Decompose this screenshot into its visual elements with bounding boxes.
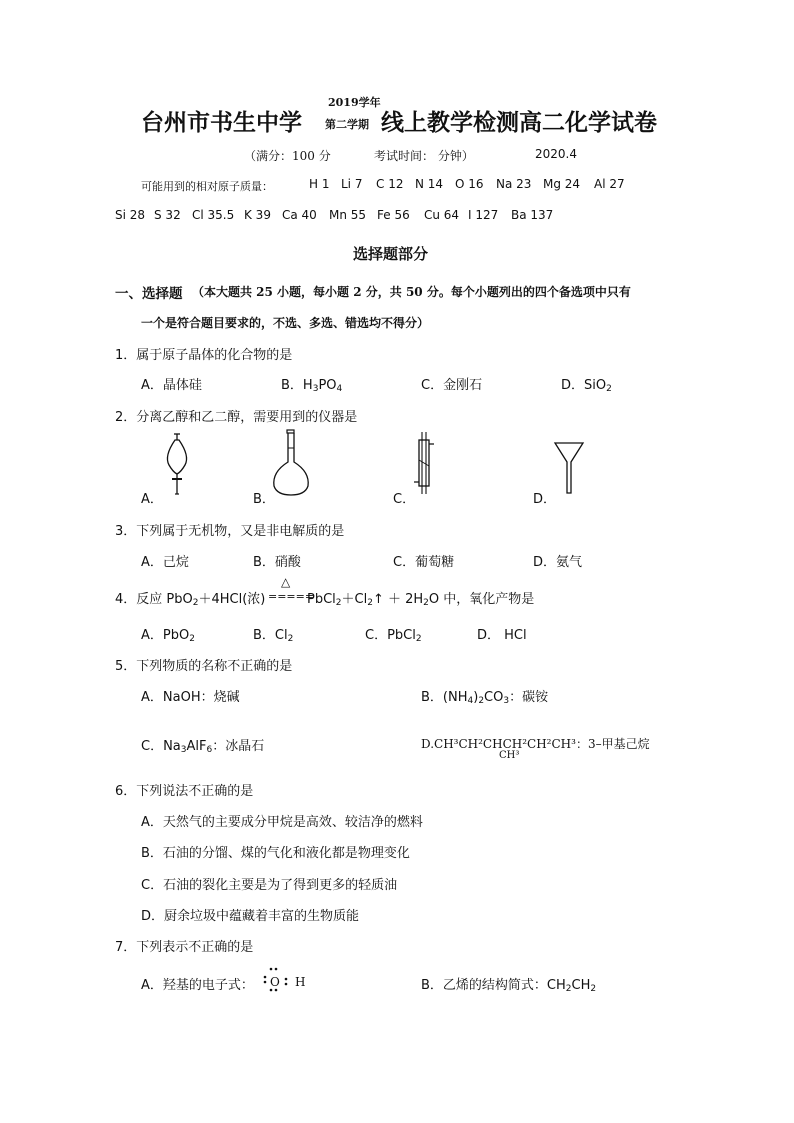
atomic-mass: Si 28: [115, 208, 146, 222]
option-b: B．$(NH_4)_2CO_3$：碳铵: [421, 690, 549, 706]
atomic-mass: Ba 137: [511, 208, 554, 222]
atomic-mass: H 1: [309, 177, 330, 191]
question-stem: 1．属于原子晶体的化合物的是: [115, 348, 293, 363]
option-d: D．厨余垃圾中蕴藏着丰富的生物质能: [141, 909, 360, 924]
part-instruction: （本大题共 25 小题，每小题 2 分，共 50 分。每个小题列出的四个备选项中只有: [192, 285, 631, 299]
option-a: A．: [141, 492, 163, 507]
option-b: B．硝酸: [253, 555, 301, 570]
option-d: D.CH³CH²CHCH²CH²CH³：3–甲基己烷: [421, 737, 650, 751]
question-stem: 6．下列说法不正确的是: [115, 784, 254, 799]
atomic-mass: N 14: [415, 177, 444, 191]
option-a: A．PbO$_2$: [141, 628, 195, 644]
methyl-branch: CH³: [499, 750, 520, 761]
question-stem: 5．下列物质的名称不正确的是: [115, 659, 293, 674]
option-b: B．: [253, 492, 275, 507]
school-name: 台州市书生中学: [141, 109, 302, 136]
option-a: A．己烷: [141, 555, 189, 570]
atomic-mass: Mn 55: [329, 208, 367, 222]
option-a: A．NaOH：烧碱: [141, 690, 240, 705]
option-d: D．: [533, 492, 557, 507]
option-a: A．晶体硅: [141, 378, 202, 393]
question-stem: 2．分离乙醇和乙二醇，需要用到的仪器是: [115, 410, 358, 425]
atomic-mass: Li 7: [341, 177, 363, 191]
atomic-mass: Fe 56: [377, 208, 410, 222]
exam-date: 2020.4: [535, 147, 577, 161]
funnel-icon: [552, 440, 586, 496]
option-c: C．$Na_3AlF_6$：冰晶石: [141, 739, 265, 755]
atomic-mass: C 12: [376, 177, 404, 191]
oxygen-symbol: O: [270, 975, 280, 989]
section-title: 选择题部分: [353, 245, 429, 263]
option-c: C．金刚石: [421, 378, 483, 393]
hydrogen-symbol: H: [295, 975, 306, 989]
atomic-mass: Na 23: [496, 177, 532, 191]
option-d: D．SiO$_2$: [561, 378, 612, 394]
exam-title: 线上教学检测高二化学试卷: [381, 109, 657, 136]
atomic-mass: Mg 24: [543, 177, 581, 191]
option-a: A．天然气的主要成分甲烷是高效、较洁净的燃料: [141, 815, 423, 830]
semester: 第二学期: [325, 118, 369, 131]
question-stem: 7．下列表示不正确的是: [115, 940, 254, 955]
option-b: B．乙烯的结构简式：$CH_2CH_2$: [421, 978, 597, 994]
option-d: D． HCl: [477, 628, 527, 643]
heat-symbol: △: [281, 575, 291, 589]
atomic-mass: Ca 40: [282, 208, 317, 222]
option-b: B．石油的分馏、煤的气化和液化都是物理变化: [141, 846, 410, 861]
atomic-mass: K 39: [244, 208, 271, 222]
option-b: B．$H_3PO_4$: [281, 378, 343, 394]
full-marks: （满分：100 分: [244, 149, 331, 163]
atomic-mass: O 16: [455, 177, 484, 191]
atomic-mass-label: 可能用到的相对原子质量：: [141, 180, 273, 193]
option-c: C．石油的裂化主要是为了得到更多的轻质油: [141, 878, 398, 893]
reaction-arrow: =====: [268, 590, 315, 603]
option-d: D．氨气: [533, 555, 583, 570]
atomic-mass: Cu 64: [424, 208, 460, 222]
atomic-mass: Al 27: [594, 177, 625, 191]
atomic-mass: S 32: [154, 208, 181, 222]
option-b: B．$Cl_2$: [253, 628, 294, 644]
school-year: 2019学年: [328, 96, 381, 109]
part-heading: 一、选择题: [115, 286, 183, 302]
separatory-funnel-icon: [160, 432, 194, 496]
option-c: C．: [393, 492, 416, 507]
option-c: C．PbCl$_2$: [365, 628, 422, 644]
exam-time: 考试时间： 分钟）: [374, 149, 474, 163]
atomic-mass: Cl 35.5: [192, 208, 235, 222]
question-stem: 4．反应 PbO$_2$＋4HCl(浓): [115, 592, 266, 608]
question-stem: 3．下列属于无机物，又是非电解质的是: [115, 524, 345, 539]
question-stem-product: $PbCl_2+Cl_2↑ + 2H_2O$ 中，氧化产物是: [307, 592, 535, 608]
condenser-icon: [411, 430, 437, 496]
atomic-mass: I 127: [468, 208, 499, 222]
option-c: C．葡萄糖: [393, 555, 455, 570]
option-a: A．羟基的电子式：: [141, 978, 254, 993]
part-instruction: 一个是符合题目要求的，不选、多选、错选均不得分）: [141, 316, 430, 330]
